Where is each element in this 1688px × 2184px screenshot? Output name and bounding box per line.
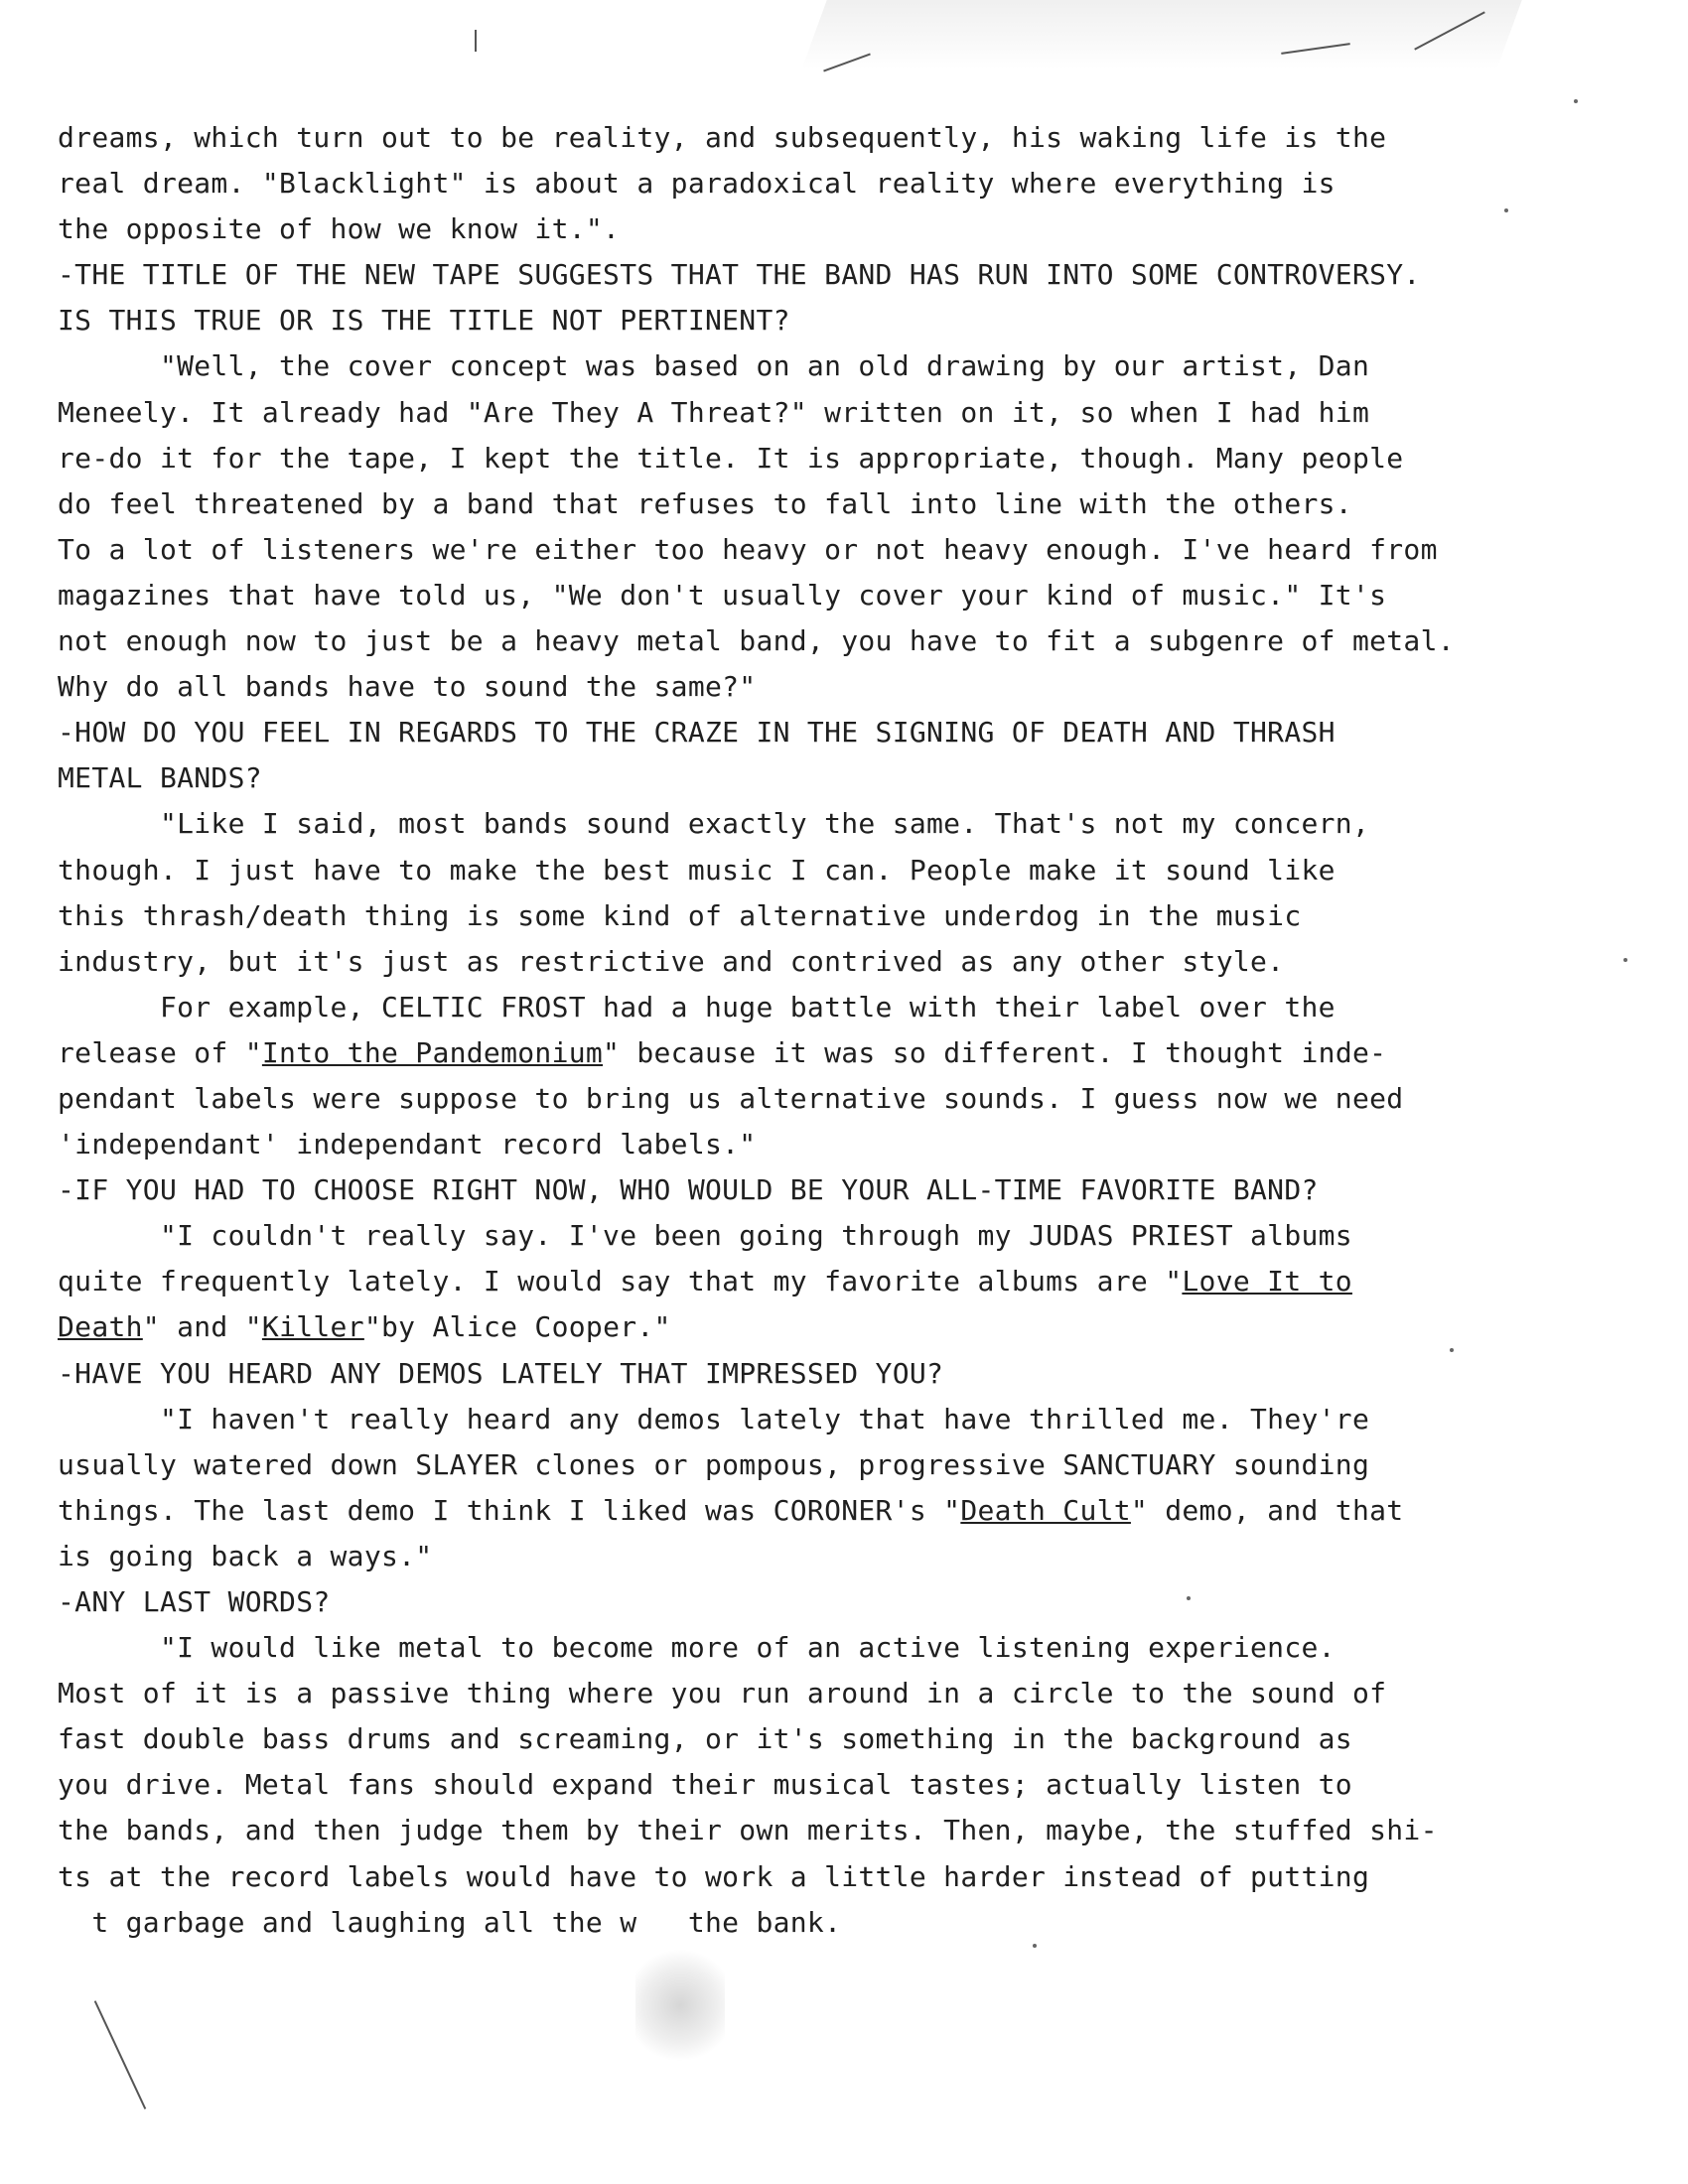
text-run: "I would like metal to become more of an active listening experience. bbox=[58, 1631, 1336, 1665]
text-run: " because it was so different. I thought inde- bbox=[603, 1035, 1387, 1069]
typewritten-text bbox=[58, 115, 1607, 1946]
text-line bbox=[58, 1808, 1607, 1853]
text-run: IS THIS TRUE OR IS THE TITLE NOT PERTINENT? bbox=[58, 304, 790, 338]
text-line bbox=[58, 206, 1607, 252]
text-line bbox=[58, 1351, 1607, 1397]
text-line bbox=[58, 1122, 1607, 1167]
text-run: " and " bbox=[142, 1310, 262, 1344]
text-run: For example, CELTIC FROST had a huge battle with their label over the bbox=[58, 990, 1336, 1024]
text-line bbox=[58, 436, 1607, 481]
text-run: dreams, which turn out to be reality, and subsequently, his waking life is the bbox=[58, 121, 1387, 154]
text-line bbox=[58, 755, 1607, 801]
text-run: you drive. Metal fans should expand their musical tastes; actually listen to bbox=[58, 1768, 1352, 1802]
text-run: fast double bass drums and screaming, or it's something in the background as bbox=[58, 1722, 1352, 1756]
text-line bbox=[58, 893, 1607, 939]
text-run: Why do all bands have to sound the same?" bbox=[58, 670, 757, 704]
text-line bbox=[58, 664, 1607, 710]
text-line bbox=[58, 1762, 1607, 1808]
text-run: "I haven't really heard any demos lately that have thrilled me. They're bbox=[58, 1402, 1370, 1435]
text-line bbox=[58, 161, 1607, 206]
text-run: the bands, and then judge them by their own merits. Then, maybe, the stuffed shi- bbox=[58, 1814, 1438, 1847]
underlined-title: Into the Pandemonium bbox=[261, 1035, 604, 1069]
photocopy-streak bbox=[94, 2000, 147, 2110]
text-run: quite frequently lately. I would say that my favorite albums are " bbox=[58, 1265, 1183, 1298]
text-line bbox=[58, 939, 1607, 985]
text-line bbox=[58, 1076, 1607, 1122]
text-line bbox=[58, 1854, 1607, 1900]
text-line bbox=[58, 527, 1607, 573]
text-run: things. The last demo I think I liked was CORONER's " bbox=[58, 1493, 961, 1527]
text-line bbox=[58, 1900, 1607, 1946]
text-run: "I couldn't really say. I've been going through my JUDAS PRIEST albums bbox=[58, 1219, 1352, 1253]
text-run: re-do it for the tape, I kept the title. It is appropriate, though. Many people bbox=[58, 441, 1404, 475]
text-line bbox=[58, 481, 1607, 527]
text-line bbox=[58, 985, 1607, 1030]
photocopy-smudge bbox=[801, 0, 1521, 69]
text-line bbox=[58, 390, 1607, 436]
text-line bbox=[58, 298, 1607, 343]
text-line bbox=[58, 1579, 1607, 1625]
text-line bbox=[58, 1625, 1607, 1671]
text-run: do feel threatened by a band that refuses to fall into line with the others. bbox=[58, 486, 1352, 520]
text-run: is going back a ways." bbox=[58, 1539, 433, 1572]
text-line bbox=[58, 618, 1607, 664]
text-line bbox=[58, 573, 1607, 618]
text-run: "Well, the cover concept was based on an old drawing by our artist, Dan bbox=[58, 349, 1370, 383]
text-line bbox=[58, 801, 1607, 847]
text-run: " demo, and that bbox=[1130, 1493, 1404, 1527]
text-line bbox=[58, 1671, 1607, 1716]
text-line bbox=[58, 252, 1607, 298]
text-run: this thrash/death thing is some kind of alternative underdog in the music bbox=[58, 898, 1302, 932]
text-run: -ANY LAST WORDS? bbox=[58, 1585, 331, 1618]
text-line bbox=[58, 710, 1607, 755]
text-run: Meneely. It already had "Are They A Threat?" written on it, so when I had him bbox=[58, 395, 1370, 429]
text-line bbox=[58, 1213, 1607, 1259]
text-run: -HAVE YOU HEARD ANY DEMOS LATELY THAT IMPRESSED YOU? bbox=[58, 1356, 944, 1390]
text-run: real dream. "Blacklight" is about a paradoxical reality where everything is bbox=[58, 167, 1336, 201]
text-line bbox=[58, 1534, 1607, 1579]
text-run: -HOW DO YOU FEEL IN REGARDS TO THE CRAZE IN THE SIGNING OF DEATH AND THRASH bbox=[58, 716, 1336, 750]
text-line bbox=[58, 1488, 1607, 1534]
text-line bbox=[58, 343, 1607, 389]
text-line bbox=[58, 1167, 1607, 1213]
text-line bbox=[58, 1397, 1607, 1442]
text-run: not enough now to just be a heavy metal band, you have to fit a subgenre of metal. bbox=[58, 624, 1455, 658]
text-run: METAL BANDS? bbox=[58, 761, 262, 795]
text-run: To a lot of listeners we're either too heavy or not heavy enough. I've heard from bbox=[58, 532, 1438, 566]
text-run: t garbage and laughing all the w the bank. bbox=[58, 1905, 842, 1939]
text-run: usually watered down SLAYER clones or pompous, progressive SANCTUARY sounding bbox=[58, 1447, 1370, 1481]
underlined-title: Love It to bbox=[1182, 1265, 1352, 1298]
text-run: 'independant' independant record labels." bbox=[58, 1128, 757, 1161]
text-line bbox=[58, 1304, 1607, 1350]
text-run: -IF YOU HAD TO CHOOSE RIGHT NOW, WHO WOULD BE YOUR ALL-TIME FAVORITE BAND? bbox=[58, 1173, 1319, 1207]
text-run: -THE TITLE OF THE NEW TAPE SUGGESTS THAT THE BAND HAS RUN INTO SOME CONTROVERSY. bbox=[58, 258, 1421, 292]
text-run: "by Alice Cooper." bbox=[363, 1310, 671, 1344]
text-line bbox=[58, 848, 1607, 893]
text-run: Most of it is a passive thing where you run around in a circle to the sound of bbox=[58, 1677, 1387, 1710]
text-line bbox=[58, 1030, 1607, 1076]
text-run: industry, but it's just as restrictive and contrived as any other style. bbox=[58, 944, 1285, 978]
text-run: the opposite of how we know it.". bbox=[58, 212, 621, 246]
text-run: magazines that have told us, "We don't usually cover your kind of music." It's bbox=[58, 578, 1387, 612]
text-line bbox=[58, 115, 1607, 161]
underlined-title: Killer bbox=[261, 1310, 364, 1344]
photocopy-speck bbox=[1623, 958, 1627, 962]
text-line bbox=[58, 1716, 1607, 1762]
underlined-title: Death Cult bbox=[960, 1493, 1131, 1527]
photocopy-streak bbox=[475, 30, 477, 52]
text-run: release of " bbox=[58, 1035, 262, 1069]
text-line bbox=[58, 1442, 1607, 1488]
underlined-title: Death bbox=[58, 1310, 143, 1344]
photocopy-stain bbox=[635, 1946, 725, 2065]
text-run: pendant labels were suppose to bring us alternative sounds. I guess now we need bbox=[58, 1081, 1404, 1115]
text-run: though. I just have to make the best music I can. People make it sound like bbox=[58, 853, 1336, 887]
photocopy-speck bbox=[1574, 99, 1578, 103]
text-run: ts at the record labels would have to work a little harder instead of putting bbox=[58, 1859, 1370, 1893]
text-run: "Like I said, most bands sound exactly the same. That's not my concern, bbox=[58, 807, 1370, 841]
text-line bbox=[58, 1259, 1607, 1304]
